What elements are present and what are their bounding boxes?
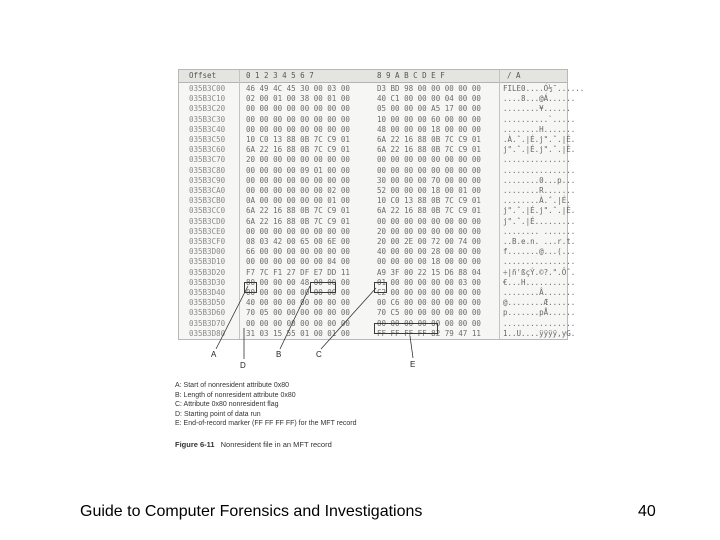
row-offset: 035B3D80 xyxy=(189,328,226,338)
row-offset: 035B3C90 xyxy=(189,175,226,185)
row-bytes-0-7: 46 49 4C 45 30 00 03 00 xyxy=(246,84,350,93)
ascii-header-icons: / A xyxy=(507,71,521,80)
row-ascii: FILE0....Ó½˜...... xyxy=(503,84,585,93)
row-bytes-0-7: 02 00 01 00 38 00 01 00 xyxy=(246,94,350,104)
row-ascii: j".ˆ.|É.j".ˆ.|É. xyxy=(503,145,576,155)
row-bytes-8-f: 30 00 00 00 70 00 00 00 xyxy=(377,175,481,185)
row-offset: 035B3CF0 xyxy=(189,237,226,246)
row-bytes-8-f: 10 00 00 00 60 00 00 00 xyxy=(377,114,481,124)
row-ascii: 1..U....ÿÿÿÿ‚yG. xyxy=(503,328,576,338)
row-offset: 035B3C60 xyxy=(189,145,226,155)
row-offset: 035B3D20 xyxy=(189,267,226,277)
row-bytes-8-f: 00 00 00 00 00 00 00 00 xyxy=(377,216,481,226)
figure-label: Figure 6-11 xyxy=(175,440,215,449)
legend-item: A: Start of nonresident attribute 0x80 xyxy=(175,382,290,389)
row-offset: 035B3D10 xyxy=(189,257,226,267)
row-bytes-8-f: 00 00 00 00 00 00 00 00 xyxy=(377,155,481,165)
callout-label-a: A xyxy=(211,350,217,359)
row-bytes-0-7: 00 00 00 00 00 00 00 00 xyxy=(246,114,350,124)
row-offset: 035B3C30 xyxy=(189,114,226,124)
legend-item: B: Length of nonresident attribute 0x80 xyxy=(175,391,296,399)
row-bytes-0-7: 6A 22 16 88 0B 7C C9 01 xyxy=(246,206,350,216)
footer-title: Guide to Computer Forensics and Investigations xyxy=(80,503,423,520)
row-offset: 035B3C50 xyxy=(189,135,226,144)
row-bytes-8-f: 40 00 00 00 28 00 00 00 xyxy=(377,247,481,257)
arrow-a xyxy=(216,286,248,349)
callout-label-c: C xyxy=(316,350,322,359)
row-bytes-8-f: 40 C1 00 00 00 04 00 00 xyxy=(377,94,481,104)
row-ascii: .À.ˆ.|É.j".ˆ.|É. xyxy=(503,135,576,144)
columns-header-1: 0 1 2 3 4 5 6 7 xyxy=(246,71,314,80)
row-offset: 035B3C80 xyxy=(189,165,226,175)
arrow-c xyxy=(321,288,376,349)
row-offset: 035B3CB0 xyxy=(189,196,226,206)
legend-item: C: Attribute 0x80 nonresident flag xyxy=(175,401,279,409)
row-offset: 035B3C00 xyxy=(189,84,226,93)
row-offset: 035B3C70 xyxy=(189,155,226,165)
row-bytes-0-7: F7 7C F1 27 DF E7 DD 11 xyxy=(246,267,350,277)
row-bytes-8-f: 20 00 2E 00 72 00 74 00 xyxy=(377,237,481,246)
row-offset: 035B3CE0 xyxy=(189,226,226,236)
row-ascii: @........Æ...... xyxy=(503,298,576,308)
legend-item: D: Starting point of data run xyxy=(175,410,261,418)
row-bytes-8-f: 00 C6 00 00 00 00 00 00 xyxy=(377,298,481,308)
callout-label-b: B xyxy=(276,350,282,359)
page-number: 40 xyxy=(638,503,656,520)
row-bytes-0-7: 00 00 00 00 00 00 00 00 xyxy=(246,175,350,185)
row-bytes-0-7: 00 00 00 00 00 00 00 00 xyxy=(246,226,350,236)
row-bytes-8-f: 20 00 00 00 00 00 00 00 xyxy=(377,226,481,236)
row-ascii: ........Â....... xyxy=(503,288,576,297)
row-ascii: ....8...@Á...... xyxy=(503,94,576,104)
row-bytes-0-7: 40 00 00 00 00 00 00 00 xyxy=(246,298,350,308)
figure-caption-text: Nonresident file in an MFT record xyxy=(220,440,332,449)
row-offset: 035B3D30 xyxy=(189,277,226,287)
row-bytes-0-7: 08 03 42 00 65 00 6E 00 xyxy=(246,237,350,246)
row-bytes-8-f: 6A 22 16 88 0B 7C C9 01 xyxy=(377,206,481,216)
row-bytes-0-7: 0A 00 00 00 00 00 01 00 xyxy=(246,196,350,206)
row-bytes-0-7: 20 00 00 00 00 00 00 00 xyxy=(246,155,350,165)
row-bytes-8-f: 00 00 00 00 18 00 00 00 xyxy=(377,257,481,267)
row-ascii: ..B.e.n. ...r.t. xyxy=(503,237,576,246)
row-ascii: f.......@...(... xyxy=(503,247,576,257)
row-ascii: ................ xyxy=(503,257,576,267)
row-ascii: ........À.ˆ.|É. xyxy=(503,196,571,206)
row-bytes-8-f: 52 00 00 00 18 00 01 00 xyxy=(377,186,481,195)
row-bytes-8-f: 70 C5 00 00 00 00 00 00 xyxy=(377,308,481,318)
figure-legend xyxy=(175,381,475,429)
row-ascii: p.......pÅ...... xyxy=(503,308,576,318)
row-offset: 035B3CC0 xyxy=(189,206,226,216)
row-offset: 035B3C20 xyxy=(189,104,226,114)
row-bytes-0-7: 00 00 00 00 00 00 00 00 xyxy=(246,104,350,114)
row-ascii: €...H........... xyxy=(503,277,576,287)
row-bytes-0-7: 00 00 00 00 00 00 02 00 xyxy=(246,186,350,195)
row-offset: 035B3D40 xyxy=(189,288,226,297)
row-bytes-8-f: 05 00 00 00 A5 17 00 00 xyxy=(377,104,481,114)
row-ascii: ................ xyxy=(503,165,576,175)
row-bytes-8-f: 01 00 00 00 00 00 03 00 xyxy=(377,277,481,287)
row-ascii: ........0...p... xyxy=(503,175,576,185)
row-offset: 035B3C40 xyxy=(189,124,226,134)
columns-header-2: 8 9 A B C D E F xyxy=(377,71,445,80)
row-bytes-0-7: 00 00 00 00 00 00 00 00 xyxy=(246,124,350,134)
row-ascii: ..........`..... xyxy=(503,114,576,124)
row-offset: 035B3D70 xyxy=(189,318,226,328)
row-bytes-8-f: 6A 22 16 88 0B 7C C9 01 xyxy=(377,145,481,155)
row-offset: 035B3D50 xyxy=(189,298,226,308)
row-bytes-0-7: 00 00 00 00 00 00 00 00 xyxy=(246,288,350,297)
row-offset: 035B3D60 xyxy=(189,308,226,318)
row-ascii: ........¥...... xyxy=(503,104,571,114)
row-bytes-8-f: 00 00 00 00 00 00 00 00 xyxy=(377,165,481,175)
row-offset: 035B3C10 xyxy=(189,94,226,104)
row-bytes-8-f: 10 C0 13 88 0B 7C C9 01 xyxy=(377,196,481,206)
row-bytes-8-f: C2 00 00 00 00 00 00 00 xyxy=(377,288,481,297)
offset-header: Offset xyxy=(189,71,217,80)
callout-label-d: D xyxy=(240,361,246,370)
row-ascii: ........H....... xyxy=(503,124,576,134)
row-bytes-0-7: 00 00 00 00 09 01 00 00 xyxy=(246,165,350,175)
row-bytes-0-7: 10 C0 13 88 0B 7C C9 01 xyxy=(246,135,350,144)
row-bytes-0-7: 31 03 15 55 01 00 01 00 xyxy=(246,328,350,338)
row-bytes-8-f: A9 3F 00 22 15 D6 88 04 xyxy=(377,267,481,277)
row-bytes-0-7: 6A 22 16 88 0B 7C C9 01 xyxy=(246,145,350,155)
row-bytes-0-7: 6A 22 16 88 0B 7C C9 01 xyxy=(246,216,350,226)
row-offset: 035B3D00 xyxy=(189,247,226,257)
row-offset: 035B3CD0 xyxy=(189,216,226,226)
row-bytes-8-f: FF FF FF FF 82 79 47 11 xyxy=(377,328,481,338)
row-bytes-0-7: 80 00 00 00 48 00 00 00 xyxy=(246,277,350,287)
row-bytes-8-f: 48 00 00 00 18 00 00 00 xyxy=(377,124,481,134)
row-bytes-0-7: 00 00 00 00 00 00 04 00 xyxy=(246,257,350,267)
row-ascii: ................ xyxy=(503,318,576,328)
row-bytes-8-f: D3 BD 98 00 00 00 00 00 xyxy=(377,84,481,93)
row-ascii: j".ˆ.|É......... xyxy=(503,216,576,226)
legend-item: E: End-of-record marker (FF FF FF FF) for the MFT record xyxy=(175,420,357,428)
row-bytes-8-f: 6A 22 16 88 0B 7C C9 01 xyxy=(377,135,481,144)
row-offset: 035B3CA0 xyxy=(189,186,226,195)
row-ascii: j".ˆ.|É.j".ˆ.|É. xyxy=(503,206,576,216)
row-bytes-0-7: 70 05 00 00 00 00 00 00 xyxy=(246,308,350,318)
row-ascii: ÷|ñ'ßçÝ.©?.".Öˆ. xyxy=(503,267,576,277)
callout-label-e: E xyxy=(410,360,416,369)
row-bytes-8-f: 00 00 00 00 00 00 00 00 xyxy=(377,318,481,328)
figure-caption xyxy=(175,440,332,449)
row-ascii: ........ ....... xyxy=(503,226,576,236)
row-ascii: ........R....... xyxy=(503,186,576,195)
arrow-b xyxy=(280,286,310,349)
row-ascii: ............... xyxy=(503,155,571,165)
arrow-e xyxy=(410,336,413,358)
row-bytes-0-7: 66 00 00 00 00 00 00 00 xyxy=(246,247,350,257)
row-bytes-0-7: 00 00 00 00 00 00 00 00 xyxy=(246,318,350,328)
